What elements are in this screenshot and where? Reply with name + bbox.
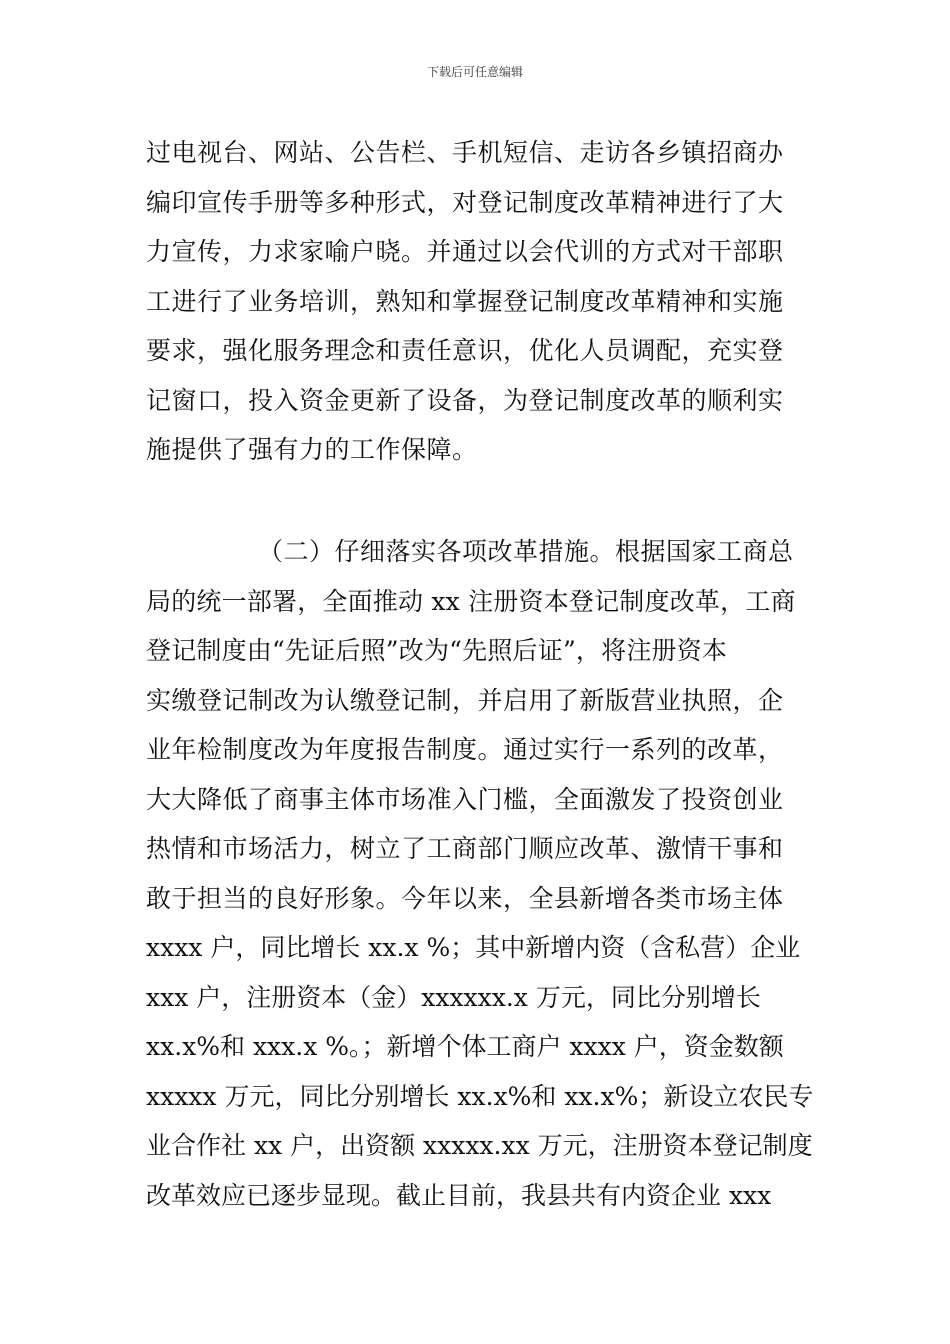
text-line: 工进行了业务培训，熟知和掌握登记制度改革精神和实施 — [146, 286, 784, 316]
text-line: 登记制度由“先证后照”改为“先照后证”，将注册资本 — [146, 636, 728, 665]
text-line: 业合作社 xx 户，出资额 xxxxx.xx 万元，注册资本登记制度 — [146, 1131, 813, 1160]
text-line: 实缴登记制改为认缴登记制，并启用了新版营业执照，企 — [146, 685, 784, 715]
text-line: 业年检制度改为年度报告制度。通过实行一系列的改革， — [146, 735, 784, 764]
text-line: xx.x%和 xxx.x %。；新增个体工商户 xxxx 户，资金数额 — [146, 1032, 784, 1061]
text-line: 力宣传，力求家喻户晓。并通过以会代训的方式对干部职 — [146, 237, 784, 266]
paragraph-reform-measures — [146, 527, 816, 1220]
text-line: xxx 户，注册资本（金）xxxxxx.x 万元，同比分别增长 — [146, 982, 761, 1012]
page-header-note: 下载后可任意编辑 — [426, 65, 523, 79]
text-line: 记窗口，投入资金更新了设备，为登记制度改革的顺利实 — [146, 385, 784, 415]
paragraph-publicity — [146, 128, 816, 475]
text-line: 敢于担当的良好形象。今年以来，全县新增各类市场主体 — [146, 883, 784, 913]
section-heading-line: （二）仔细落实各项改革措施。根据国家工商总 — [258, 537, 794, 566]
text-line: 过电视台、网站、公告栏、手机短信、走访各乡镇招商办 — [146, 138, 784, 167]
text-line: xxxxx 万元，同比分别增长 xx.x%和 xx.x%；新设立农民专 — [146, 1081, 814, 1111]
text-line: 局的统一部署，全面推动 xx 注册资本登记制度改革，工商 — [146, 586, 796, 616]
text-line: xxxx 户，同比增长 xx.x %；其中新增内资（含私营）企业 — [146, 933, 801, 962]
text-line: 要求，强化服务理念和责任意识，优化人员调配，充实登 — [146, 336, 784, 365]
text-line: 编印宣传手册等多种形式，对登记制度改革精神进行了大 — [146, 187, 784, 217]
text-line: 大大降低了商事主体市场准入门槛，全面激发了投资创业 — [146, 784, 784, 814]
text-line: 热情和市场活力，树立了工商部门顺应改革、激情干事和 — [146, 834, 784, 863]
text-line: 改革效应已逐步显现。截止目前，我县共有内资企业 xxx — [146, 1180, 772, 1210]
text-line: 施提供了强有力的工作保障。 — [146, 435, 478, 464]
